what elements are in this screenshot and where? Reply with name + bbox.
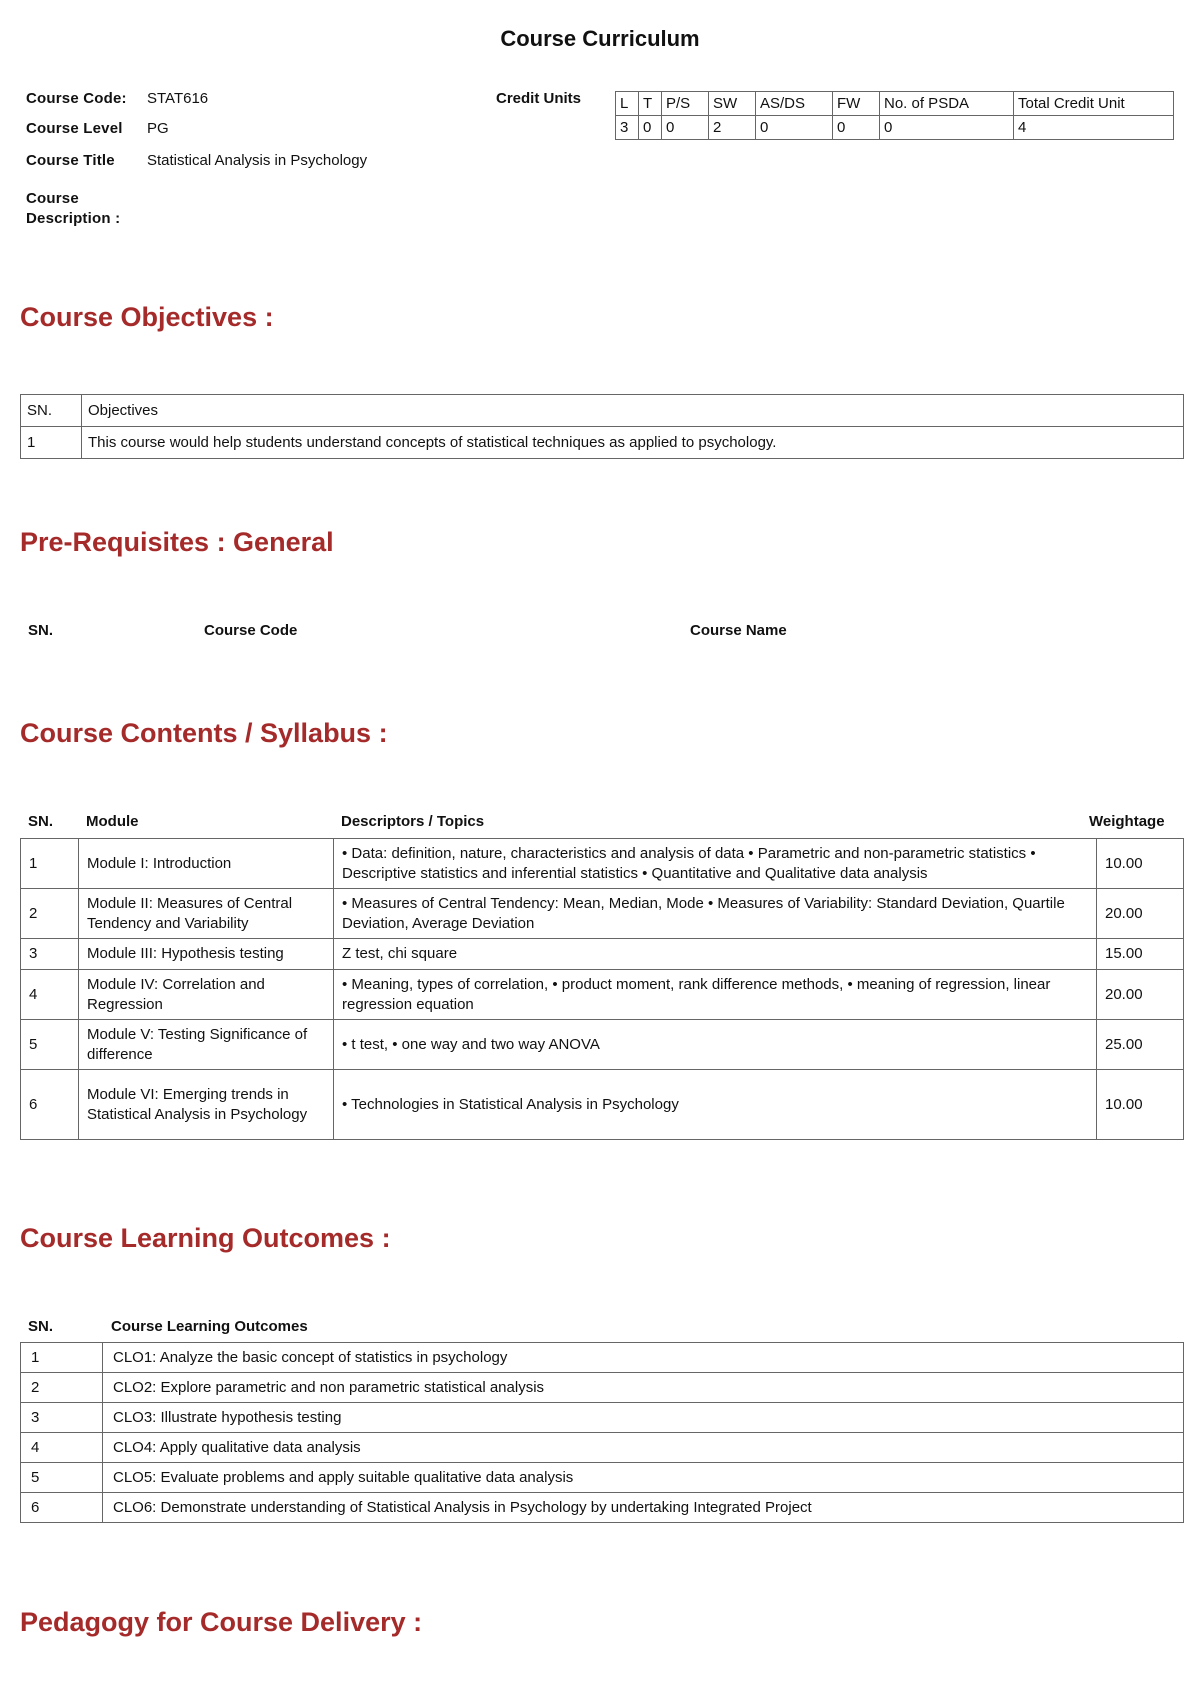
learning-outcomes-col-outcomes: Course Learning Outcomes [111, 1318, 308, 1335]
syllabus-weightage: 10.00 [1097, 1070, 1184, 1140]
syllabus-topics: • Data: definition, nature, characteristics and analysis of data • Parametric and non-parametric statistics • Descriptive statistics and inferential statistics • Quantitative and Qualitative data analysis [334, 839, 1097, 889]
clo-sn: 6 [21, 1493, 103, 1523]
table-row [21, 1403, 1184, 1433]
credit-header-cell: P/S [662, 92, 709, 116]
syllabus-weightage: 20.00 [1097, 970, 1184, 1020]
credit-units-value-row [616, 116, 1174, 140]
table-row [21, 1463, 1184, 1493]
syllabus-weightage: 10.00 [1097, 839, 1184, 889]
credit-value-cell: 3 [616, 116, 639, 140]
prerequisites-col-code: Course Code [204, 622, 298, 639]
credit-header-cell: FW [833, 92, 880, 116]
objectives-header-row [21, 395, 1184, 427]
table-row [21, 427, 1184, 459]
prerequisites-col-name: Course Name [690, 622, 787, 639]
course-code-value: STAT616 [147, 90, 209, 107]
credit-header-cell: L [616, 92, 639, 116]
prerequisites-heading: Pre-Requisites : General [20, 527, 334, 557]
syllabus-module: Module I: Introduction [79, 839, 334, 889]
table-row [21, 839, 1184, 889]
clo-text: CLO6: Demonstrate understanding of Statistical Analysis in Psychology by undertaking Integrated Project [103, 1493, 1184, 1523]
syllabus-topics: • Meaning, types of correlation, • product moment, rank difference methods, • meaning of regression, linear regression equation [334, 970, 1097, 1020]
objectives-col-sn: SN. [21, 395, 82, 427]
table-row [21, 1493, 1184, 1523]
syllabus-module: Module IV: Correlation and Regression [79, 970, 334, 1020]
objective-text: This course would help students understand concepts of statistical techniques as applied to psychology. [82, 427, 1184, 459]
credit-value-cell: 0 [639, 116, 662, 140]
credit-value-cell: 0 [880, 116, 1014, 140]
table-row [21, 939, 1184, 970]
learning-outcomes-heading: Course Learning Outcomes : [20, 1223, 391, 1253]
table-row [21, 970, 1184, 1020]
clo-text: CLO1: Analyze the basic concept of statistics in psychology [103, 1343, 1184, 1373]
page-title: Course Curriculum [500, 26, 700, 51]
objectives-table [20, 394, 1184, 459]
syllabus-sn: 1 [21, 839, 79, 889]
clo-text: CLO2: Explore parametric and non parametric statistical analysis [103, 1373, 1184, 1403]
clo-text: CLO4: Apply qualitative data analysis [103, 1433, 1184, 1463]
clo-sn: 5 [21, 1463, 103, 1493]
credit-header-cell: T [639, 92, 662, 116]
course-level-value: PG [147, 120, 169, 137]
syllabus-sn: 5 [21, 1020, 79, 1070]
course-title-label: Course Title [26, 152, 115, 169]
pedagogy-heading: Pedagogy for Course Delivery : [20, 1607, 423, 1637]
table-row [21, 1433, 1184, 1463]
syllabus-col-sn: SN. [28, 813, 54, 830]
syllabus-table [20, 838, 1184, 1140]
table-row [21, 1343, 1184, 1373]
credit-value-cell: 0 [833, 116, 880, 140]
credit-value-cell: 4 [1014, 116, 1174, 140]
clo-sn: 4 [21, 1433, 103, 1463]
syllabus-col-weightage: Weightage [1089, 813, 1165, 830]
table-row [21, 1020, 1184, 1070]
syllabus-sn: 4 [21, 970, 79, 1020]
syllabus-heading: Course Contents / Syllabus : [20, 718, 388, 748]
course-title-value: Statistical Analysis in Psychology [147, 152, 368, 169]
clo-sn: 2 [21, 1373, 103, 1403]
syllabus-module: Module III: Hypothesis testing [79, 939, 334, 970]
objective-sn: 1 [21, 427, 82, 459]
syllabus-col-module: Module [86, 813, 139, 830]
course-description-label-2: Description : [26, 210, 121, 227]
syllabus-module: Module VI: Emerging trends in Statistical Analysis in Psychology [79, 1070, 334, 1140]
credit-value-cell: 0 [662, 116, 709, 140]
learning-outcomes-table [20, 1342, 1184, 1523]
credit-header-cell: AS/DS [756, 92, 833, 116]
credit-units-table [615, 91, 1174, 140]
credit-header-cell: Total Credit Unit [1014, 92, 1174, 116]
prerequisites-col-sn: SN. [28, 622, 54, 639]
table-row [21, 1373, 1184, 1403]
syllabus-sn: 2 [21, 889, 79, 939]
credit-units-label: Credit Units [496, 90, 582, 107]
course-level-label: Course Level [26, 120, 123, 137]
syllabus-topics: • Measures of Central Tendency: Mean, Median, Mode • Measures of Variability: Standard Deviation, Quartile Deviation, Average Deviation [334, 889, 1097, 939]
learning-outcomes-col-sn: SN. [28, 1318, 54, 1335]
course-description-label-1: Course [26, 190, 79, 207]
objectives-heading: Course Objectives : [20, 302, 274, 332]
syllabus-topics: Z test, chi square [334, 939, 1097, 970]
objectives-col-objectives: Objectives [82, 395, 1184, 427]
syllabus-weightage: 20.00 [1097, 889, 1184, 939]
credit-header-cell: No. of PSDA [880, 92, 1014, 116]
syllabus-weightage: 15.00 [1097, 939, 1184, 970]
syllabus-module: Module II: Measures of Central Tendency and Variability [79, 889, 334, 939]
syllabus-topics: • Technologies in Statistical Analysis in Psychology [334, 1070, 1097, 1140]
course-code-label: Course Code: [26, 90, 127, 107]
syllabus-module: Module V: Testing Significance of difference [79, 1020, 334, 1070]
syllabus-topics: • t test, • one way and two way ANOVA [334, 1020, 1097, 1070]
syllabus-sn: 3 [21, 939, 79, 970]
credit-value-cell: 0 [756, 116, 833, 140]
syllabus-weightage: 25.00 [1097, 1020, 1184, 1070]
clo-text: CLO5: Evaluate problems and apply suitable qualitative data analysis [103, 1463, 1184, 1493]
credit-header-cell: SW [709, 92, 756, 116]
clo-sn: 1 [21, 1343, 103, 1373]
credit-units-header-row [616, 92, 1174, 116]
table-row [21, 889, 1184, 939]
syllabus-col-topics: Descriptors / Topics [341, 813, 485, 830]
clo-sn: 3 [21, 1403, 103, 1433]
clo-text: CLO3: Illustrate hypothesis testing [103, 1403, 1184, 1433]
credit-value-cell: 2 [709, 116, 756, 140]
syllabus-sn: 6 [21, 1070, 79, 1140]
table-row [21, 1070, 1184, 1140]
